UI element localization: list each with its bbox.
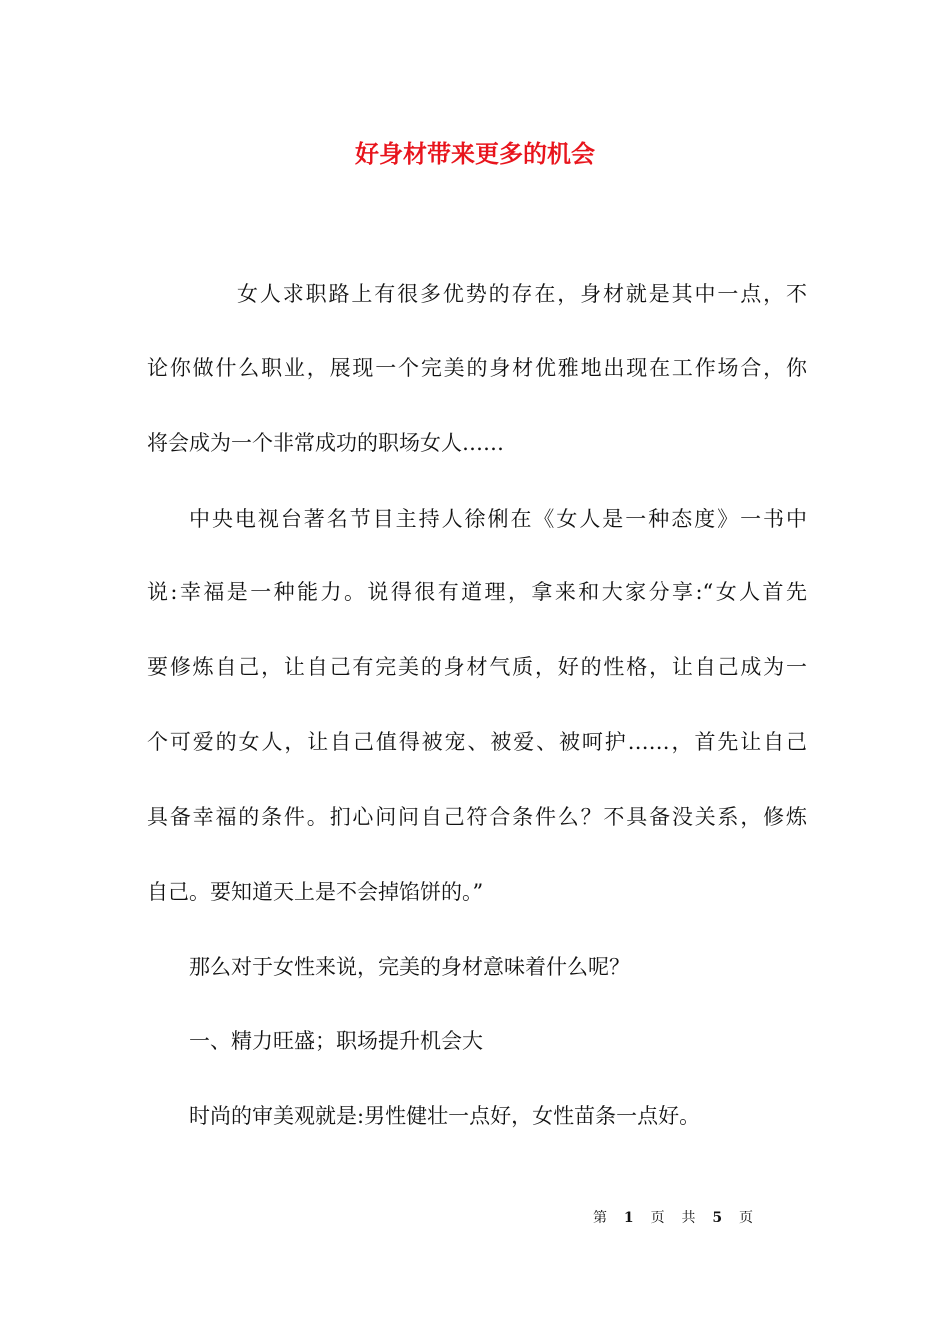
footer-page-label: 第 [593,1210,607,1226]
footer-total-pages: 5 [712,1210,723,1226]
paragraph-3: 那么对于女性来说，完美的身材意味着什么呢？ [189,955,630,979]
section-heading-1: 一、精力旺盛；职场提升机会大 [189,1029,483,1053]
paragraph-2-line-2: 说:幸福是一种能力。说得很有道理，拿来和大家分享:“女人首先 [147,580,807,604]
paragraph-2-line-1: 中央电视台著名节目主持人徐俐在《女人是一种态度》一书中 [189,507,807,531]
paragraph-2-line-6: 自己。要知道天上是不会掉馅饼的。” [147,880,484,904]
paragraph-2-line-3: 要修炼自己，让自己有完美的身材气质，好的性格，让自己成为一 [147,655,807,679]
paragraph-2-line-5: 具备幸福的条件。扪心问问自己符合条件么？不具备没关系，修炼 [147,805,807,829]
footer-total-unit: 页 [739,1210,754,1226]
document-title: 好身材带来更多的机会 [355,139,595,168]
paragraph-2-line-4: 个可爱的女人，让自己值得被宠、被爱、被呵护……，首先让自己 [147,730,807,754]
paragraph-1-line-3: 将会成为一个非常成功的职场女人…… [147,431,504,455]
paragraph-1-line-2: 论你做什么职业，展现一个完美的身材优雅地出现在工作场合，你 [147,356,807,380]
paragraph-1-line-1: 女人求职路上有很多优势的存在，身材就是其中一点，不 [237,282,807,306]
paragraph-4: 时尚的审美观就是:男性健壮一点好，女性苗条一点好。 [189,1104,701,1128]
footer-total-label: 共 [681,1210,696,1226]
footer-page-number: 1 [623,1210,634,1226]
footer-page-unit: 页 [650,1210,665,1226]
